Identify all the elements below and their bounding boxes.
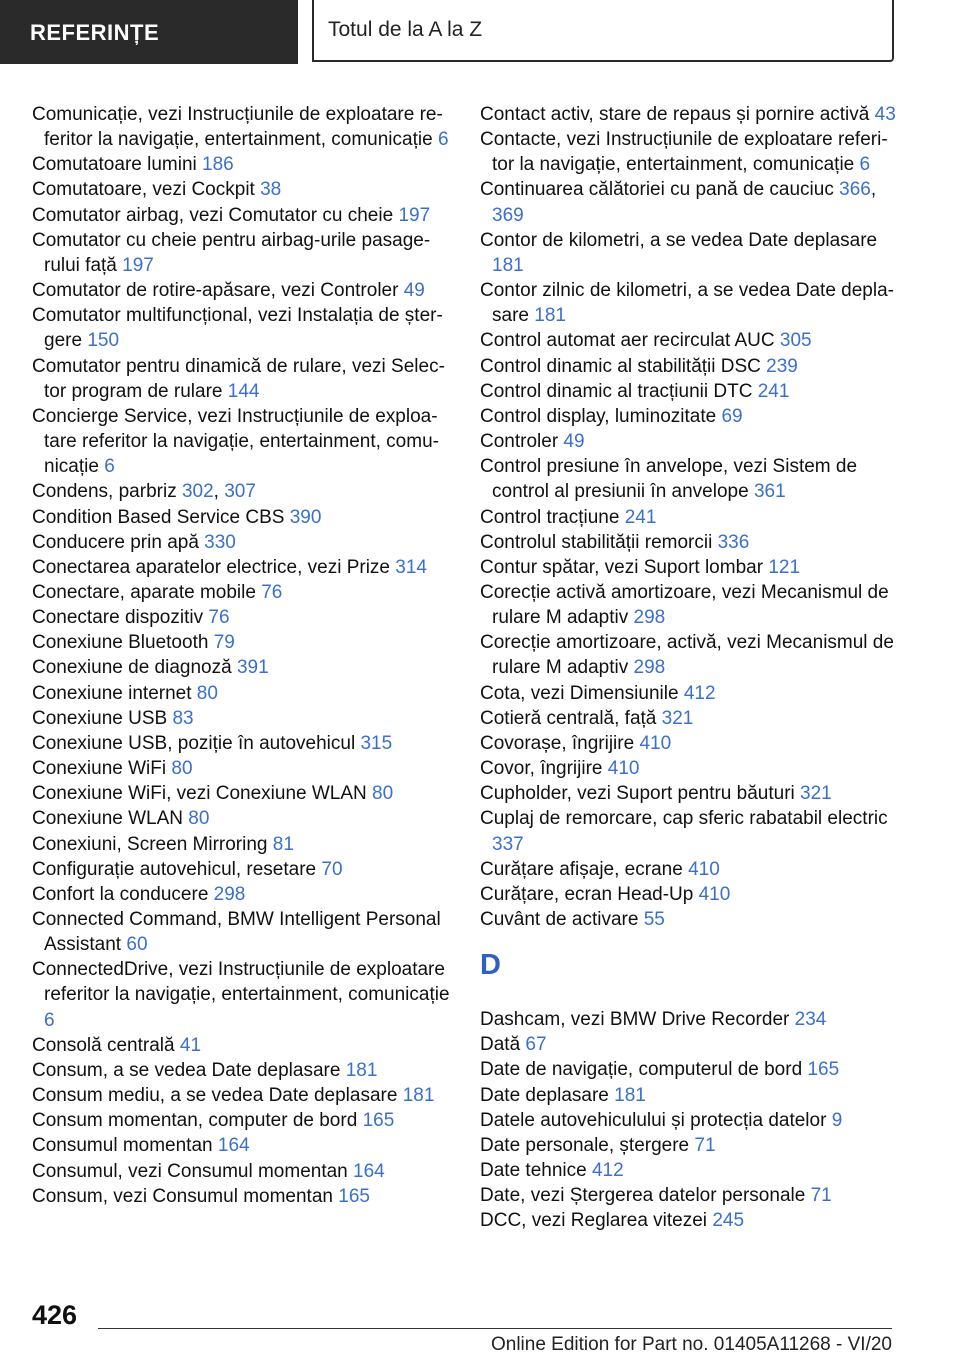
page-link[interactable]: 55 (643, 909, 665, 930)
index-entry-term: Conexiune USB, poziție în autovehicul (32, 732, 361, 754)
page-separator: , (213, 481, 225, 503)
page-link[interactable]: 71 (810, 1185, 832, 1207)
index-entry-term: Comutator pentru dinamică de rulare, vezi Selector program de rulare (32, 355, 445, 402)
index-entry (32, 530, 450, 555)
page-link[interactable]: 181 (534, 305, 566, 327)
chapter-title: Totul de la A la Z (328, 18, 483, 41)
index-entry-term: Cotieră centrală, față (480, 707, 662, 729)
index-entry-term: Concierge Service, vezi Instrucțiunile de exploatare referitor la navigație, entertainment, comunicație (32, 405, 439, 478)
index-entry (32, 1108, 450, 1133)
index-entry-term: Condition Based Service CBS (32, 506, 290, 528)
index-entry (480, 1208, 900, 1233)
page-link[interactable]: 81 (272, 833, 294, 855)
page-separator: , (870, 179, 877, 201)
page-link[interactable]: 41 (179, 1034, 202, 1056)
index-entry (480, 228, 900, 278)
index-entry-term: Conducere prin apă (32, 531, 205, 553)
index-entry-term: Contor de kilometri, a se vedea Date deplasare (480, 229, 878, 251)
page-link[interactable]: 80 (188, 808, 210, 830)
index-entry-term: Contor zilnic de kilometri, a se vedea Date deplasare (480, 280, 894, 327)
page-link[interactable]: 366 (839, 179, 871, 201)
index-entry (480, 882, 900, 907)
index-entry-term: Consumul momentan (32, 1135, 218, 1157)
index-entry (480, 1057, 900, 1082)
index-entry-term: Consum, vezi Consumul momentan (32, 1185, 339, 1207)
page-link[interactable]: 83 (172, 707, 194, 729)
index-column-left (32, 102, 450, 1209)
index-entry (480, 806, 900, 856)
index-entry (32, 681, 450, 706)
page-link[interactable]: 234 (794, 1009, 827, 1031)
index-entry (480, 1133, 900, 1158)
index-entry-term: Comutator airbag, vezi Comutator cu cheie (32, 204, 399, 226)
index-entry-term: Cuplaj de remorcare, cap sferic rabatabil electric (480, 808, 888, 830)
page-link[interactable]: 164 (217, 1135, 250, 1157)
page-link[interactable]: 412 (591, 1160, 624, 1182)
index-column-right (480, 102, 900, 1234)
page-link[interactable]: 241 (624, 506, 657, 528)
index-entry (32, 228, 450, 278)
page-link[interactable]: 181 (492, 254, 524, 276)
page-link[interactable]: 369 (492, 204, 524, 226)
index-entry (480, 1158, 900, 1183)
index-entry (32, 1133, 450, 1158)
page-link[interactable]: 49 (563, 431, 585, 453)
index-entry (32, 1184, 450, 1209)
index-entry (32, 479, 450, 504)
page-link[interactable]: 165 (362, 1110, 395, 1132)
page-link[interactable]: 60 (126, 934, 148, 956)
index-entry (32, 580, 450, 605)
index-entry (32, 1083, 450, 1108)
page-link[interactable]: 412 (683, 682, 716, 704)
index-entry (32, 303, 450, 353)
index-entry-term: Conexiune USB (32, 707, 173, 729)
index-group-d (480, 1007, 900, 1233)
page-link[interactable]: 164 (353, 1160, 385, 1182)
page-link[interactable]: 80 (171, 758, 193, 780)
index-entry-term: Covor, îngrijire (480, 758, 608, 780)
index-entry (32, 630, 450, 655)
page-link[interactable]: 9 (831, 1109, 843, 1131)
index-entry (480, 1183, 900, 1208)
index-entry-term: Date personale, ștergere (480, 1134, 695, 1156)
index-entry-term: Control tracțiune (480, 506, 625, 528)
page-link[interactable]: 181 (402, 1085, 435, 1107)
index-entry-term: Comutator cu cheie pentru airbag-urile pasagerului față (32, 229, 431, 276)
index-entry-term: ConnectedDrive, vezi Instrucțiunile de exploatare referitor la navigație, entertainment, comunicație (32, 959, 450, 1006)
index-entry (480, 731, 900, 756)
index-entry-term: Control dinamic al stabilității DSC (480, 355, 767, 377)
index-entry (32, 555, 450, 580)
index-entry (32, 907, 450, 957)
page-link[interactable]: 43 (874, 104, 896, 125)
page-link[interactable]: 410 (607, 758, 640, 780)
page-link[interactable]: 150 (87, 330, 120, 352)
index-entry-term: Corecție activă amortizoare, vezi Mecanismul de rulare M adaptiv (480, 581, 889, 629)
index-entry-term: Conectare dispozitiv (32, 607, 209, 629)
index-entry (32, 806, 450, 831)
page-link[interactable]: 337 (492, 833, 524, 855)
index-entry (480, 1083, 900, 1108)
index-entry-term: Contact activ, stare de repaus și pornire activă (480, 104, 875, 125)
page-link[interactable]: 245 (712, 1210, 745, 1232)
index-entry (480, 530, 900, 555)
section-tab (0, 0, 298, 64)
footer-edition-text: Online Edition for Part no. 01405A11268 - VI/20 (490, 1334, 892, 1355)
index-entry (32, 882, 450, 907)
index-entry (480, 379, 900, 404)
index-entry-term: DCC, vezi Reglarea vitezei (480, 1210, 713, 1232)
index-entry (480, 580, 900, 630)
index-entry (480, 1108, 900, 1133)
index-entry-term: Conectarea aparatelor electrice, vezi Prize (32, 556, 396, 578)
index-entry (480, 404, 900, 429)
index-entry (480, 681, 900, 706)
index-entry-term: Continuarea călătoriei cu pană de cauciuc (480, 179, 840, 201)
page-link[interactable]: 307 (224, 481, 256, 503)
page-link[interactable]: 302 (181, 481, 214, 503)
index-entry-term: Comutatoare, vezi Cockpit (32, 179, 261, 201)
index-entry (480, 102, 900, 127)
index-entry-term: Control automat aer recirculat AUC (480, 330, 780, 352)
index-entry-term: Controlul stabilității remorcii (480, 531, 718, 553)
index-group-c (480, 102, 900, 932)
page-link[interactable]: 121 (768, 556, 801, 578)
page-link[interactable]: 298 (633, 607, 666, 629)
index-entry-term: Conexiune Bluetooth (32, 632, 214, 654)
index-entry (32, 832, 450, 857)
page-link[interactable]: 410 (698, 883, 731, 905)
index-entry-term: Date, vezi Ștergerea datelor personale (480, 1185, 811, 1207)
page-link[interactable]: 165 (807, 1059, 840, 1081)
index-entry (480, 429, 900, 454)
page-link[interactable]: 197 (398, 204, 431, 226)
page-link[interactable]: 197 (122, 254, 154, 276)
index-entry (480, 907, 900, 932)
index-entry-term: Curățare, ecran Head-Up (480, 883, 699, 905)
index-entry (480, 756, 900, 781)
index-entry (480, 177, 900, 227)
index-entry (32, 857, 450, 882)
page-link[interactable]: 38 (260, 179, 282, 201)
index-entry (32, 756, 450, 781)
index-entry (480, 1007, 900, 1032)
index-entry-term: Comunicație, vezi Instrucțiunile de exploatare referitor la navigație, entertainment, comunicație (32, 104, 443, 151)
page-link[interactable]: 6 (859, 154, 871, 176)
index-entry (480, 328, 900, 353)
index-entry (480, 781, 900, 806)
index-entry-term: Confort la conducere (32, 883, 214, 905)
page-link[interactable]: 6 (44, 1009, 55, 1031)
footer-divider (98, 1328, 892, 1329)
page-link[interactable]: 69 (721, 405, 743, 427)
page-link[interactable]: 321 (661, 707, 694, 729)
index-entry-term: Corecție amortizoare, activă, vezi Mecanismul de rulare M adaptiv (480, 632, 894, 679)
index-entry (32, 177, 450, 202)
index-entry-term: Consum momentan, computer de bord (32, 1110, 363, 1132)
page-link[interactable]: 76 (261, 581, 283, 603)
section-letter-d: D (480, 949, 501, 982)
page-link[interactable]: 298 (633, 657, 666, 679)
page-link[interactable]: 6 (104, 456, 115, 478)
page-link[interactable]: 80 (372, 783, 394, 805)
page-link[interactable]: 305 (779, 330, 812, 352)
page-link[interactable]: 321 (800, 783, 832, 805)
page-link[interactable]: 330 (204, 531, 236, 553)
page-link[interactable]: 165 (338, 1185, 370, 1207)
index-entry-term: Consum, a se vedea Date deplasare (32, 1059, 346, 1081)
page-link[interactable]: 181 (345, 1059, 378, 1081)
page-link[interactable]: 79 (213, 632, 235, 654)
index-entry (32, 957, 450, 1032)
index-entry (32, 655, 450, 680)
page-link[interactable]: 314 (395, 556, 427, 578)
index-entry (32, 102, 450, 152)
index-entry-term: Contur spătar, vezi Suport lombar (480, 556, 769, 578)
page-link[interactable]: 410 (639, 732, 672, 754)
index-entry-term: Date tehnice (480, 1160, 592, 1182)
index-entry-term: Cupholder, vezi Suport pentru băuturi (480, 783, 801, 805)
index-entry-term: Comutator de rotire-apăsare, vezi Controler (32, 280, 404, 302)
page-link[interactable]: 76 (208, 607, 230, 629)
index-entry-term: Consum mediu, a se vedea Date deplasare (32, 1085, 403, 1107)
index-entry-term: Dată (480, 1034, 526, 1056)
chapter-tab (312, 0, 894, 62)
index-entry-term: Conexiune de diagnoză (32, 657, 237, 679)
index-entry-term: Control display, luminozitate (480, 405, 722, 427)
page-link[interactable]: 336 (717, 531, 750, 553)
page-link[interactable]: 71 (694, 1134, 716, 1156)
page-link[interactable]: 298 (213, 883, 246, 905)
index-entry (32, 1058, 450, 1083)
index-entry-term: Connected Command, BMW Intelligent Personal Assistant (32, 909, 441, 956)
index-entry (480, 706, 900, 731)
page-link[interactable]: 390 (289, 506, 322, 528)
section-title: REFERINȚE (30, 20, 160, 45)
index-entry-term: Datele autovehiculului și protecția datelor (480, 1109, 832, 1131)
index-entry (480, 857, 900, 882)
page-link[interactable]: 391 (236, 657, 269, 679)
index-entry-term: Date de navigație, computerul de bord (480, 1059, 808, 1081)
index-entry-term: Control dinamic al tracțiunii DTC (480, 380, 758, 402)
index-entry (480, 630, 900, 680)
page-link[interactable]: 241 (757, 380, 790, 402)
index-entry (480, 354, 900, 379)
index-entry-term: Configurație autovehicul, resetare (32, 858, 322, 880)
index-entry-term: Cuvânt de activare (480, 909, 644, 930)
index-entry (480, 1032, 900, 1057)
index-entry-term: Cota, vezi Dimensiunile (480, 682, 684, 704)
page-link[interactable]: 410 (688, 858, 720, 880)
index-entry-term: Condens, parbriz (32, 481, 182, 503)
index-entry-term: Consumul, vezi Consumul momentan (32, 1160, 354, 1182)
page-number: 426 (32, 1300, 78, 1330)
index-entry (480, 505, 900, 530)
index-entry-term: Date deplasare (480, 1084, 615, 1106)
index-entry-term: Curățare afișaje, ecrane (480, 858, 689, 880)
index-entry-term: Controler (480, 431, 564, 453)
index-entry-term: Conexiune WLAN (32, 808, 189, 830)
page-link[interactable]: 70 (321, 858, 343, 880)
index-entry-term: Covorașe, îngrijire (480, 732, 640, 754)
index-entry (32, 203, 450, 228)
index-entry-term: Conexiune WiFi (32, 758, 172, 780)
index-entry-term: Conectare, aparate mobile (32, 581, 262, 603)
index-entry (32, 278, 450, 303)
index-entry (32, 152, 450, 177)
index-entry (32, 605, 450, 630)
page-link[interactable]: 239 (766, 355, 798, 377)
index-entry (480, 278, 900, 328)
index-entry-term: Dashcam, vezi BMW Drive Recorder (480, 1009, 795, 1031)
page-link[interactable]: 49 (403, 280, 425, 302)
index-entry-term: Comutator multifuncțional, vezi Instalația de ștergere (32, 305, 443, 352)
page-link[interactable]: 80 (196, 682, 218, 704)
index-entry (480, 127, 900, 177)
index-entry-term: Control presiune în anvelope, vezi Sistem de control al presiunii în anvelope (480, 456, 858, 503)
index-entry-term: Conexiune internet (32, 682, 197, 704)
index-entry (32, 404, 450, 479)
index-entry (480, 555, 900, 580)
page-link[interactable]: 6 (437, 129, 449, 151)
page-link[interactable]: 315 (360, 732, 393, 754)
index-entry (32, 1159, 450, 1184)
index-entry (32, 706, 450, 731)
index-entry (32, 1033, 450, 1058)
index-entry (480, 454, 900, 504)
index-entry-term: Contacte, vezi Instrucțiunile de exploatare referitor la navigație, entertainment, comunicație (480, 129, 888, 176)
page-link[interactable]: 144 (227, 380, 260, 402)
index-entry-term: Conexiune WiFi, vezi Conexiune WLAN (32, 783, 373, 805)
index-entry (32, 505, 450, 530)
page-link[interactable]: 186 (202, 154, 234, 176)
page-link[interactable]: 67 (525, 1034, 547, 1056)
index-entry-term: Consolă centrală (32, 1034, 180, 1056)
index-entry-term: Conexiuni, Screen Mirroring (32, 833, 273, 855)
index-entry (32, 731, 450, 756)
page-link[interactable]: 181 (614, 1084, 646, 1106)
index-entry (32, 354, 450, 404)
index-entry (32, 781, 450, 806)
page-link[interactable]: 361 (753, 481, 786, 503)
index-entry-term: Comutatoare lumini (32, 154, 203, 176)
